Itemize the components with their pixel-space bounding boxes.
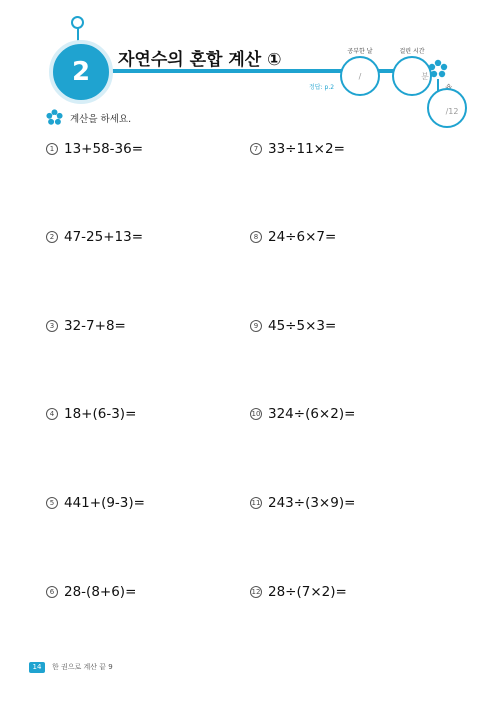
page-number: 14 — [29, 662, 45, 673]
date-value: / — [358, 71, 362, 81]
problem-2 — [46, 229, 143, 245]
date-field[interactable] — [340, 56, 380, 96]
problem-expression: 47-25+13= — [64, 229, 144, 245]
problem-number: 10 — [251, 410, 261, 418]
problem-10 — [250, 406, 355, 422]
problem-expression: 28-(8+6)= — [64, 584, 137, 600]
instruction-flower-icon — [46, 109, 63, 126]
problem-number: 7 — [250, 143, 262, 155]
lesson-number: 2 — [71, 57, 91, 87]
instruction-text: 계산을 하세요. — [70, 114, 132, 125]
problem-number: 9 — [250, 320, 262, 332]
problem-number: 12 — [251, 588, 261, 596]
problem-number: 6 — [46, 586, 58, 598]
problem-number: 11 — [251, 499, 261, 507]
problem-expression: 45÷5×3= — [268, 318, 337, 334]
answer-reference: 정답: p.2 — [309, 84, 335, 91]
problem-8 — [250, 229, 336, 245]
problem-expression: 13+58-36= — [64, 141, 144, 157]
problem-11 — [250, 495, 355, 511]
problem-9 — [250, 318, 336, 334]
score-value: /12 — [445, 106, 459, 116]
date-label: 공부한 날 — [347, 48, 373, 55]
time-label: 걸린 시간 — [399, 48, 425, 55]
problem-expression: 243÷(3×9)= — [268, 495, 356, 511]
problem-expression: 324÷(6×2)= — [268, 406, 356, 422]
problem-1 — [46, 141, 143, 157]
problem-4 — [46, 406, 136, 422]
page-title: 자연수의 혼합 계산 ① — [118, 50, 282, 70]
time-value: 분 — [421, 71, 429, 81]
problem-number: 4 — [46, 408, 58, 420]
problem-7 — [250, 141, 345, 157]
problem-expression: 24÷6×7= — [268, 229, 337, 245]
problem-5 — [46, 495, 145, 511]
problem-expression: 18+(6-3)= — [64, 406, 137, 422]
problem-expression: 32-7+8= — [64, 318, 126, 334]
problem-number: 8 — [250, 231, 262, 243]
problem-expression: 33÷11×2= — [268, 141, 345, 157]
time-field[interactable] — [392, 56, 432, 96]
problem-expression: 28÷(7×2)= — [268, 584, 347, 600]
flower-badge-icon — [428, 59, 448, 79]
problem-expression: 441+(9-3)= — [64, 495, 145, 511]
title-pin-stem — [77, 27, 79, 41]
problem-number: 1 — [46, 143, 58, 155]
problem-number: 2 — [46, 231, 58, 243]
score-field[interactable] — [427, 88, 467, 128]
problem-number: 5 — [46, 497, 58, 509]
problem-3 — [46, 318, 126, 334]
problem-number: 3 — [46, 320, 58, 332]
book-title: 한 권으로 계산 끝 9 — [52, 663, 113, 671]
problem-12 — [250, 584, 347, 600]
problem-6 — [46, 584, 136, 600]
